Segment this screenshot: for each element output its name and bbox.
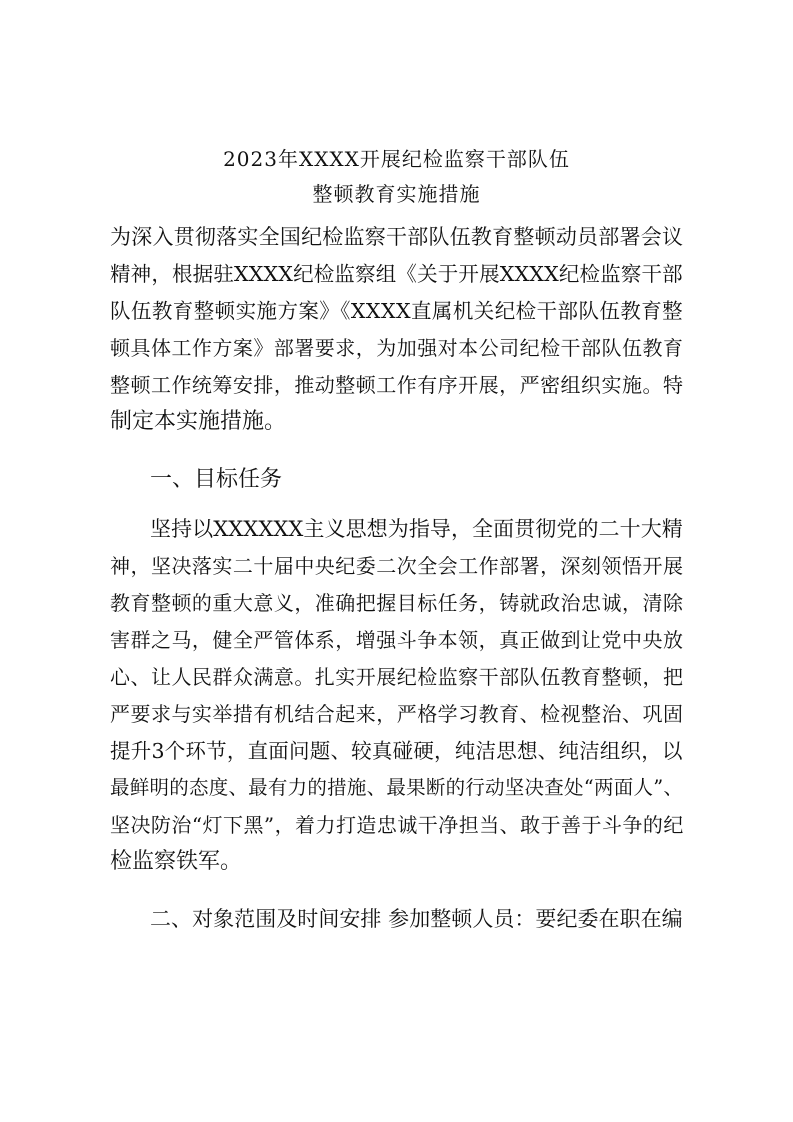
section-heading-2: 二、对象范围及时间安排 参加整顿人员：要纪委在职在编 — [150, 907, 683, 931]
document-title-line-2: 整顿教育实施措施 — [312, 182, 481, 206]
document-title-line-1: 2023年XXXX开展纪检监察干部队伍 — [223, 147, 570, 171]
paragraph-1-line-6: 制定本实施措施。 — [110, 409, 287, 434]
paragraph-2-line-9: 坚决防治“灯下黑”，着力打造忠诚干净担当、敢于善于斗争的纪 — [110, 813, 684, 837]
paragraph-1-line-3: 队伍教育整顿实施方案》《XXXX直属机关纪检干部队伍教育整 — [110, 299, 684, 323]
paragraph-2-line-10: 检监察铁军。 — [110, 849, 243, 874]
paragraph-1-line-1: 为深入贯彻落实全国纪检监察干部队伍教育整顿动员部署会议 — [110, 225, 684, 249]
paragraph-1-line-5: 整顿工作统筹安排，推动整顿工作有序开展，严密组织实施。特 — [110, 373, 684, 397]
section-heading-1: 一、目标任务 — [150, 467, 283, 492]
paragraph-2-line-4: 害群之马，健全严管体系，增强斗争本领，真正做到让党中央放 — [110, 628, 684, 652]
paragraph-2-line-8: 最鲜明的态度、最有力的措施、最果断的行动坚决查处“两面人”、 — [110, 776, 684, 799]
paragraph-2-line-2: 神，坚决落实二十届中央纪委二次全会工作部署，深刻领悟开展 — [110, 554, 684, 578]
paragraph-2-line-6: 严要求与实举措有机结合起来，严格学习教育、检视整治、巩固 — [110, 702, 684, 726]
paragraph-1-line-2: 精神，根据驻XXXX纪检监察组《关于开展XXXX纪检监察干部 — [110, 262, 683, 286]
paragraph-1-line-4: 顿具体工作方案》部署要求，为加强对本公司纪检干部队伍教育 — [110, 336, 684, 360]
paragraph-2-line-7: 提升3个环节，直面问题、较真碰硬，纯洁思想、纯洁组织，以 — [110, 739, 683, 763]
paragraph-2-line-5: 心、让人民群众满意。扎实开展纪检监察干部队伍教育整顿，把 — [110, 665, 684, 689]
paragraph-2-line-1: 坚持以XXXXXX主义思想为指导，全面贯彻党的二十大精 — [150, 517, 683, 541]
paragraph-2-line-3: 教育整顿的重大意义，准确把握目标任务，铸就政治忠诚，清除 — [110, 591, 684, 615]
